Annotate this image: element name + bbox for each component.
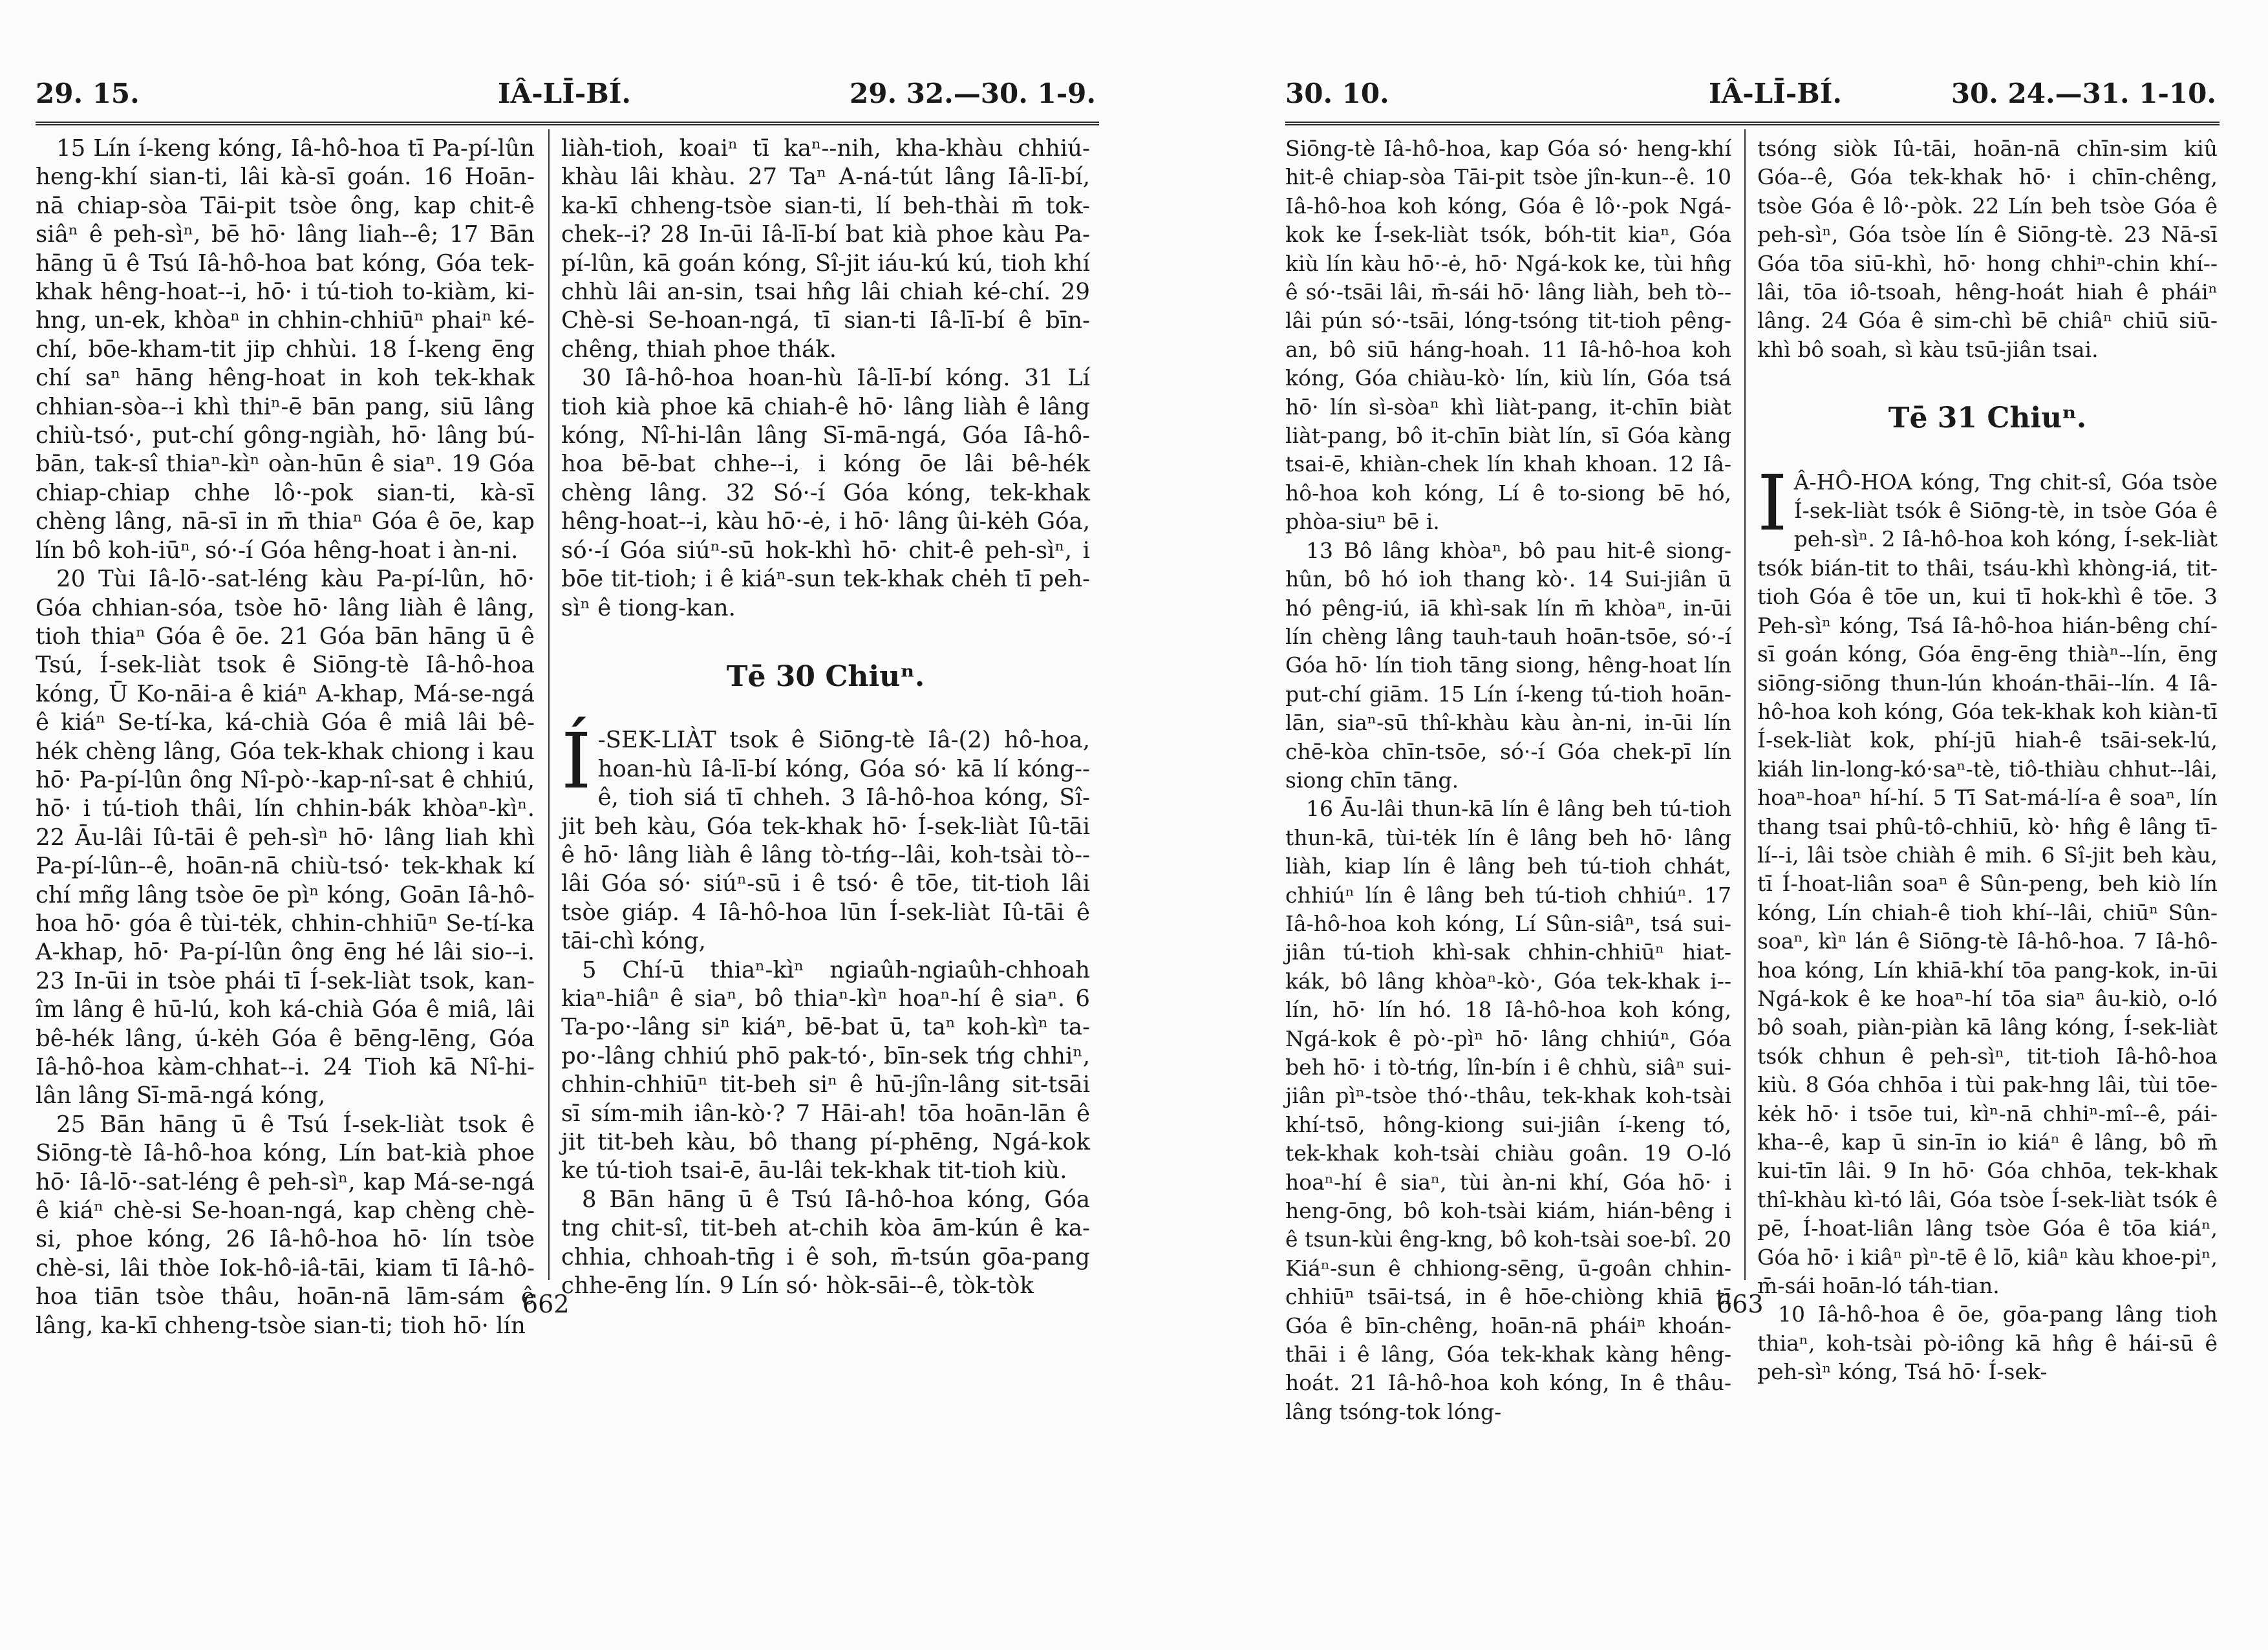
page-number: 663: [1717, 1290, 1764, 1318]
page-number: 662: [522, 1290, 570, 1318]
header-verse-right: 29. 32.—30. 1-9.: [850, 78, 1096, 109]
paragraph: liàh-tioh, koaiⁿ tī kaⁿ--nih, kha-khàu chhiú-khàu lâi khàu. 27 Taⁿ A-ná-tút lâng Iâ-lī-bí, ka-kī chheng-tsòe sian-ti, lí beh-thài m̄ tok-chek--i? 28 In-ūi Iâ-lī-bí bat kià phoe kàu Pa-pí-lûn, kā goán kóng, Sî-jit iáu-kú kú, tioh khí chhù lâi an-sin, tsai hn̂g lâi chiah ké-chí. 29 Chè-si Se-hoan-ngá, tī sian-ti Iâ-lī-bí ê bīn-chêng, thiah phoe thák.: [561, 135, 1090, 363]
header-verse-right: 30. 24.—31. 1-10.: [1951, 78, 2216, 109]
header-rule: [36, 122, 1099, 125]
paragraph: Siōng-tè Iâ-hô-hoa, kap Góa só· heng-khí hit-ê chiap-sòa Tāi-pit tsòe jîn-kun--ê. 10 Iâ-hô-hoa koh kóng, Góa ê lô·-pok Ngá-kok ke Í-sek-liàt tsók, bóh-tit kiaⁿ, Góa kiù lín kàu hō·-ė, hō· Ngá-kok ke, tùi hn̂g ê só·-tsāi lâi, m̄-sái hō· lâng liàh, beh tò--lâi pún só·-tsāi, lóng-tsóng tit-tioh pêng-an, bô siū háng-hoah. 11 Iâ-hô-hoa koh kóng, Góa chiàu-kò· lín, kiù lín, Góa tsá hō· lín sì-sòaⁿ khì liàt-pang, it-chīn biàt liàt-pang, bô it-chīn biàt lín, sī Góa kàng tsai-ē, khiàn-chek lín khah khoan. 12 Iâ-hô-hoa koh kóng, Lí ê to-siong bē hó, phòa-siuⁿ bē i.: [1285, 136, 1731, 535]
header-book-title: IÂ-LĪ-BÍ.: [1709, 78, 1843, 109]
running-header: [36, 78, 1096, 123]
drop-cap: Í: [561, 716, 592, 806]
drop-cap: I: [1757, 458, 1788, 548]
chapter-heading: Tē 31 Chiuⁿ.: [1888, 402, 2087, 435]
paragraph: 30 Iâ-hô-hoa hoan-hù Iâ-lī-bí kóng. 31 Lí tioh kià phoe kā chiah-ê hō· lâng liàh ê lâng kóng, Nî-hi-lân lâng Sī-mā-ngá, Góa Iâ-hô-hoa bē-bat chhe--i, i kóng ōe lâi bê-hék chèng lâng. 32 Só·-í Góa kóng, tek-khak hêng-hoat--i, kàu hō·-ė, i hō· lâng ûi-kėh Góa, só·-í Góa siúⁿ-sū hok-khì hō· chit-ê peh-sìⁿ, i bōe tit-tioh; i ê kiáⁿ-sun tek-khak chėh tī peh-sìⁿ ê tiong-kan.: [561, 365, 1090, 621]
paragraph: tsóng siòk Iû-tāi, hoān-nā chīn-sim kiû Góa--ê, Góa tek-khak hō· i chīn-chêng, tsòe Góa ê lô·-pòk. 22 Lín beh tsòe Góa ê peh-sìⁿ, Góa tsòe lín ê Siōng-tè. 23 Nā-sī Góa tōa siū-khì, hō· hong chhiⁿ-chin khí--lâi, tōa iô-tsoah, hêng-hoát hiah ê pháiⁿ lâng. 24 Góa ê sim-chì bē chiâⁿ chiū siū-khì bô soah, sì kàu tsū-jiân tsai.: [1757, 136, 2218, 362]
text-column-2: [1757, 134, 2218, 1385]
running-header: [1285, 78, 2216, 123]
right-page: [1138, 0, 2268, 1650]
paragraph: 15 Lín í-keng kóng, Iâ-hô-hoa tī Pa-pí-lûn heng-khí sian-ti, lâi kà-sī goán. 16 Hoān-nā chiap-sòa Tāi-pit tsòe ông, kap chit-ê siâⁿ ê peh-sìⁿ, bē hō· lâng liah--ê; 17 Bān hāng ū ê Tsú Iâ-hô-hoa bat kóng, Góa tek-khak hêng-hoat--i, hō· i tú-tioh to-kiàm, ki-hng, un-ek, khòaⁿ in chhin-chhiūⁿ phaiⁿ ké-chí, bōe-kham-tit jip chhùi. 18 Í-keng ēng chí saⁿ hāng hêng-hoat in koh tek-khak chhian-sòa--i khì thiⁿ-ē bān pang, siū lâng chiù-tsó·, put-chí gông-ngiàh, hō· lâng bú-bān, tak-sî thiaⁿ-kìⁿ oàn-hūn ê siaⁿ. 19 Góa chiap-chiap chhe lô·-pok sian-ti, kà-sī chèng lâng, nā-sī in m̄ thiaⁿ Góa ê ōe, kap lín bô koh-iūⁿ, só·-í Góa hêng-hoat i àn-ni.: [36, 135, 535, 564]
paragraph: 10 Iâ-hô-hoa ê ōe, gōa-pang lâng tioh thiaⁿ, koh-tsài pò-iông kā hn̂g ê hái-sū ê peh-sìⁿ kóng, Tsá hō· Í-sek-: [1757, 1302, 2218, 1385]
chapter-opening-text: Â-HÔ-HOA kóng, Tng chit-sî, Góa tsòe Í-sek-liàt tsók ê Siōng-tè, in tsòe Góa ê peh-sìⁿ. 2 Iâ-hô-hoa koh kóng, Í-sek-liàt tsók bián-tit to thâi, tsáu-khì khòng-iá, tit-tioh Góa ê tōe un, kui tī hok-khì ê tōe. 3 Peh-sìⁿ kóng, Tsá Iâ-hô-hoa hián-bêng chí-sī goán kóng, Góa ēng-ēng thiàⁿ--lín, ēng siōng-siōng thun-lún khoán-thāi--lín. 4 Iâ-hô-hoa koh kóng, Góa tek-khak koh kiàn-tī Í-sek-liàt kok, phí-jū hiah-ê tsāi-sek-lú, kiáh lin-long-kó·saⁿ-tè, tiô-thiàu chhut--lâi, hoaⁿ-hoaⁿ hí-hí. 5 Tī Sat-má-lí-a ê soaⁿ, lín thang tsai phû-tô-chhiū, kò· hn̂g ê lâng tī-lí--i, lâi tsòe chiàh ê mih. 6 Sî-jit beh kàu, tī Í-hoat-liân soaⁿ ê Sûn-peng, beh kiò lín kóng, Lín chiah-ê tioh khí--lâi, chiūⁿ Sûn-soaⁿ, kìⁿ lán ê Siōng-tè Iâ-hô-hoa. 7 Iâ-hô-hoa kóng, Lín khiā-khí tōa pang-kok, in-ūi Ngá-kok ê ke hoaⁿ-hí tōa siaⁿ âu-kiò, o-ló bô soah, piàn-piàn kā lâng kóng, Í-sek-liàt tsók chhun ê peh-sìⁿ, tit-tioh Iâ-hô-hoa kiù. 8 Góa chhōa i tùi pak-hng lâi, tùi tōe-kėk hō· i tsōe tui, kìⁿ-nā chhiⁿ-mî--ê, pái-kha--ê, kap ū sin-īn io kiáⁿ ê lâng, bô m̄ kui-tīn lâi. 9 In hō· Góa chhōa, tek-khak thî-khàu kì-tó lâi, Góa tsòe Í-sek-liàt tsók ê pē, Í-hoat-liân lâng tsòe Góa ê tōa kiáⁿ, Góa hō· i kiâⁿ pìⁿ-tē ê lō, kiâⁿ kàu khoe-piⁿ, m̄-sái hoān-ló táh-tian.: [1757, 469, 2218, 1299]
paragraph: 25 Bān hāng ū ê Tsú Í-sek-liàt tsok ê Siōng-tè Iâ-hô-hoa kóng, Lín bat-kià phoe hō· Iâ-lō·-sat-léng ê peh-sìⁿ, kap Má-se-ngá ê kiáⁿ chè-si Se-hoan-ngá, kap chèng chè-si, phoe kóng, 26 Iâ-hô-hoa hō· lín tsòe chè-si, lâi thòe Iok-hô-iâ-tāi, kiam tī Iâ-hô-hoa tiān tsòe thâu, hoān-nā lām-sám ê lâng, ka-kī chheng-tsòe sian-ti; tioh hō· lín: [36, 1111, 535, 1339]
header-verse-left: 30. 10.: [1285, 78, 1389, 109]
text-column-1: [1285, 134, 1731, 1424]
paragraph: 20 Tùi Iâ-lō·-sat-léng kàu Pa-pí-lûn, hō· Góa chhian-sóa, tsòe hō· lâng liàh ê lâng, tioh thiaⁿ Góa ê ōe. 21 Góa bān hāng ū ê Tsú, Í-sek-liàt tsok ê Siōng-tè Iâ-hô-hoa kóng, Ū Ko-nāi-a ê kiáⁿ A-khap, Má-se-ngá ê kiáⁿ Se-tí-ka, ká-chià Góa ê miâ lâi bê-hék chèng lâng, Góa tek-khak chiong i kau hō· Pa-pí-lûn ông Nî-pò·-kap-nî-sat ê chhiú, hō· i tú-tioh thâi, lín chhin-bák khòaⁿ-kìⁿ. 22 Āu-lâi Iû-tāi ê peh-sìⁿ hō· lâng liah khì Pa-pí-lûn--ê, hoān-nā chiù-tsó· tek-khak kí chí mñg lâng tsòe ōe pìⁿ kóng, Goān Iâ-hô-hoa hō· góa ê tùi-tėk, chhin-chhiūⁿ Se-tí-ka A-khap, hō· Pa-pí-lûn ông ēng hé lâi sio--i. 23 In-ūi in tsòe phái tī Í-sek-liàt tsok, kan-îm lâng ê hū-lú, koh ká-chià Góa ê miâ, lâi bê-hék lâng, ú-kėh Góa ê bēng-lēng, Góa Iâ-hô-hoa kàm-chhat--i. 24 Tioh kā Nî-hi-lân lâng Sī-mā-ngá kóng,: [36, 566, 535, 1109]
header-rule: [1285, 122, 2220, 125]
column-separator: [1744, 129, 1746, 1280]
text-column-1: [36, 134, 535, 1339]
chapter-opening-text: -SEK-LIÀT tsok ê Siōng-tè Iâ-(2) hô-hoa, hoan-hù Iâ-lī-bí kóng, Góa só· kā lí kóng--ê, tioh siá tī chheh. 3 Iâ-hô-hoa kóng, Sî-jit beh kàu, Góa tek-khak hō· Í-sek-liàt Iû-tāi ê hō· lâng liàh ê lâng tò-tńg--lâi, koh-tsài tò--lâi Góa só· siúⁿ-sū i ê tsó· ê tōe, tit-tioh lâi tsòe giáp. 4 Iâ-hô-hoa lūn Í-sek-liàt Iû-tāi ê tāi-chì kóng,: [561, 727, 1090, 955]
header-book-title: IÂ-LĪ-BÍ.: [498, 78, 632, 109]
column-separator: [548, 129, 550, 1280]
chapter-heading: Tē 30 Chiuⁿ.: [726, 659, 925, 693]
paragraph: 5 Chí-ū thiaⁿ-kìⁿ ngiaûh-ngiaûh-chhoah kiaⁿ-hiâⁿ ê siaⁿ, bô thiaⁿ-kìⁿ hoaⁿ-hí ê siaⁿ. 6 Ta-po·-lâng siⁿ kiáⁿ, bē-bat ū, taⁿ koh-kìⁿ ta-po·-lâng chhiú phō pak-tó·, bīn-sek tńg chhiⁿ, chhin-chhiūⁿ tit-beh siⁿ ê hū-jîn-lâng sit-tsāi sī sím-mih iân-kò·? 7 Hāi-ah! tōa hoān-lān ê jit tit-beh kàu, bô thang pí-phēng, Ngá-kok ke tú-tioh tsai-ē, āu-lâi tek-khak tit-tioh kiù.: [561, 956, 1090, 1184]
paragraph: 13 Bô lâng khòaⁿ, bô pau hit-ê siong-hûn, bô hó ioh thang kò·. 14 Sui-jiân ū hó pêng-iú, iā khì-sak lín m̄ khòaⁿ, in-ūi lín chèng lâng tauh-tauh hoān-tsōe, só·-í Góa hō· lín tioh tāng siong, hêng-hoat lín put-chí giām. 15 Lín í-keng tú-tioh hoān-lān, siaⁿ-sū thî-khàu kàu àn-ni, in-ūi lín chē-kòa chīn-tsōe, só·-í Góa chek-pī lín siong chīn tāng.: [1285, 537, 1731, 793]
header-verse-left: 29. 15.: [36, 78, 140, 109]
text-column-2: [561, 134, 1090, 1300]
paragraph: 16 Āu-lâi thun-kā lín ê lâng beh tú-tioh thun-kā, tùi-tėk lín ê lâng beh hō· lâng liàh, kiap lín ê lâng beh tú-tioh chhát, chhiúⁿ lín ê lâng beh tú-tioh chhiúⁿ. 17 Iâ-hô-hoa koh kóng, Lí Sûn-siâⁿ, tsá sui-jiân tú-tioh khì-sak chhin-chhiūⁿ hiat-kák, bô lâng khòaⁿ-kò·, Góa tek-khak i--lín, hō· lín hó. 18 Iâ-hô-hoa koh kóng, Ngá-kok ê pò·-pìⁿ hō· lâng chhiúⁿ, Góa beh hō· i tò-tńg, lîn-bín i ê chhù, siâⁿ sui-jiân pìⁿ-tsòe thó·-thâu, tek-khak koh-tsài khí-tsō, hông-kiong sui-jiân í-keng tó, tek-khak koh-tsài chiàu goân. 19 O-ló hoaⁿ-hí ê siaⁿ, tùi àn-ni khí, Góa hō· i heng-ōng, bô koh-tsài kiám, hián-bêng i ê tsun-kùi êng-kng, bô koh-tsài soe-bî. 20 Kiáⁿ-sun ê chhiong-sēng, ū-goân chhin-chhiūⁿ tsāi-tsá, in ê hōe-chiòng khiā tī Góa ê bīn-chêng, hoān-nā pháiⁿ khoán-thāi i ê lâng, Góa tek-khak kàng hêng-hoát. 21 Iâ-hô-hoa koh kóng, In ê thâu-lâng tsóng-tok lóng-: [1285, 796, 1731, 1424]
paragraph: 8 Bān hāng ū ê Tsú Iâ-hô-hoa kóng, Góa tng chit-sî, tit-beh at-chih kòa ām-kún ê ka-chhia, chhoah-tn̄g i ê soh, m̄-tsún gōa-pang chhe-ēng lín. 9 Lín só· hòk-sāi--ê, tòk-tòk: [561, 1186, 1090, 1300]
